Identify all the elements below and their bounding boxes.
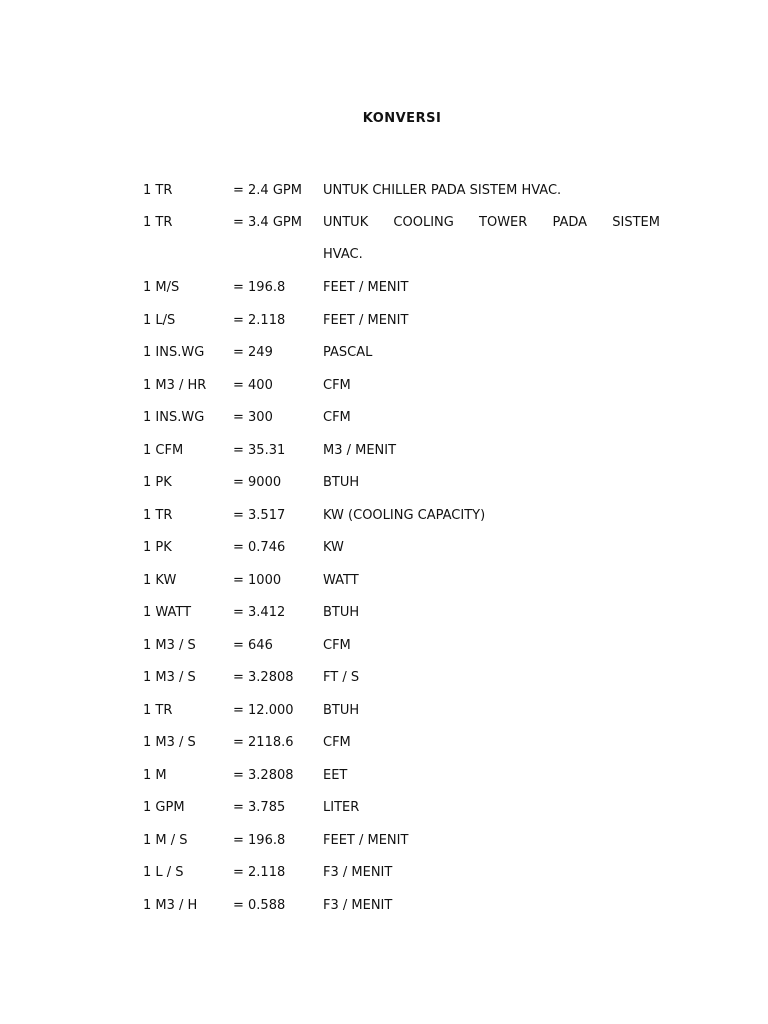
unit-from: 1 M: [143, 767, 167, 783]
conversion-value: = 12.000: [233, 702, 294, 718]
conversion-row: [143, 597, 683, 630]
conversion-value: = 2.118: [233, 865, 286, 881]
unit-to: CFM: [323, 377, 351, 393]
conversion-value: = 0.588: [233, 897, 286, 913]
conversion-value: = 300: [233, 410, 273, 426]
unit-to: FT / S: [323, 670, 360, 686]
unit-to: BTUH: [323, 605, 360, 621]
conversion-value: = 400: [233, 377, 273, 393]
unit-from: 1 TR: [143, 214, 173, 230]
unit-from: 1 M3 / S: [143, 735, 196, 751]
unit-to: CFM: [323, 410, 351, 426]
unit-from: 1 PK: [143, 475, 172, 491]
unit-from: 1 M3 / S: [143, 670, 196, 686]
conversion-row: [143, 857, 683, 890]
conversion-row: [143, 727, 683, 760]
unit-from: 1 INS.WG: [143, 410, 205, 426]
conversion-value: = 196.8: [233, 832, 286, 848]
unit-from: 1 INS.WG: [143, 345, 205, 361]
conversion-value: = 196.8: [233, 280, 286, 296]
unit-to: KW (COOLING CAPACITY): [323, 507, 486, 523]
conversion-value: = 249: [233, 345, 273, 361]
conversion-value: = 3.412: [233, 605, 286, 621]
conversion-table: [143, 174, 683, 922]
conversion-value: = 3.2808: [233, 767, 294, 783]
unit-from: 1 GPM: [143, 800, 185, 816]
unit-from: 1 CFM: [143, 442, 184, 458]
conversion-row: [143, 434, 683, 467]
unit-from: 1 PK: [143, 540, 172, 556]
unit-to: BTUH: [323, 475, 360, 491]
unit-from: 1 KW: [143, 572, 177, 588]
unit-to-word: UNTUK: [323, 214, 369, 230]
conversion-value: = 3.2808: [233, 670, 294, 686]
unit-to-line-1: [323, 215, 660, 248]
unit-to: F3 / MENIT: [323, 897, 393, 913]
conversion-value: = 9000: [233, 475, 282, 491]
unit-to: LITER: [323, 800, 360, 816]
conversion-row: [143, 369, 683, 402]
unit-to: WATT: [323, 572, 359, 588]
unit-from: 1 M / S: [143, 832, 188, 848]
unit-from: 1 TR: [143, 702, 173, 718]
unit-to: CFM: [323, 637, 351, 653]
unit-to: M3 / MENIT: [323, 442, 397, 458]
conversion-row: [143, 174, 683, 207]
conversion-value: = 2118.6: [233, 735, 294, 751]
unit-from: 1 M/S: [143, 280, 180, 296]
unit-to: PASCAL: [323, 345, 373, 361]
unit-from: 1 TR: [143, 182, 173, 198]
conversion-value: = 1000: [233, 572, 282, 588]
conversion-row: [143, 759, 683, 792]
unit-to: CFM: [323, 735, 351, 751]
conversion-row: [143, 824, 683, 857]
conversion-row: [143, 662, 683, 695]
conversion-row: [143, 207, 683, 272]
unit-from: 1 M3 / HR: [143, 377, 207, 393]
conversion-value: = 2.4 GPM: [233, 182, 302, 198]
conversion-row: [143, 694, 683, 727]
conversion-value: = 3.785: [233, 800, 286, 816]
unit-to-word: COOLING: [393, 214, 454, 230]
unit-to-word: TOWER: [479, 214, 528, 230]
conversion-value: = 0.746: [233, 540, 286, 556]
conversion-value: = 3.517: [233, 507, 286, 523]
unit-from: 1 M3 / S: [143, 637, 196, 653]
conversion-row: [143, 272, 683, 305]
unit-to: UNTUK CHILLER PADA SISTEM HVAC.: [323, 182, 562, 198]
unit-from: 1 M3 / H: [143, 897, 198, 913]
conversion-row: [143, 467, 683, 500]
conversion-value: = 35.31: [233, 442, 286, 458]
unit-to: FEET / MENIT: [323, 832, 409, 848]
unit-to-word: PADA: [552, 214, 588, 230]
page-title: KONVERSI: [362, 111, 442, 126]
unit-from: 1 L/S: [143, 312, 176, 328]
conversion-value: = 2.118: [233, 312, 286, 328]
conversion-row: [143, 304, 683, 337]
conversion-row: [143, 792, 683, 825]
unit-to: [323, 215, 683, 264]
conversion-row: [143, 499, 683, 532]
unit-to: KW: [323, 540, 344, 556]
unit-to-line-2: HVAC.: [323, 247, 363, 262]
unit-to-word: SISTEM: [612, 214, 660, 230]
conversion-value: = 3.4 GPM: [233, 214, 302, 230]
conversion-row: [143, 629, 683, 662]
unit-from: 1 L / S: [143, 865, 184, 881]
unit-to: F3 / MENIT: [323, 865, 393, 881]
conversion-row: [143, 337, 683, 370]
unit-to: BTUH: [323, 702, 360, 718]
unit-to: FEET / MENIT: [323, 280, 409, 296]
unit-to: FEET / MENIT: [323, 312, 409, 328]
conversion-row: [143, 564, 683, 597]
conversion-value: = 646: [233, 637, 273, 653]
unit-from: 1 TR: [143, 507, 173, 523]
conversion-row: [143, 889, 683, 922]
conversion-row: [143, 532, 683, 565]
unit-to: EET: [323, 767, 348, 783]
unit-from: 1 WATT: [143, 605, 192, 621]
conversion-row: [143, 402, 683, 435]
